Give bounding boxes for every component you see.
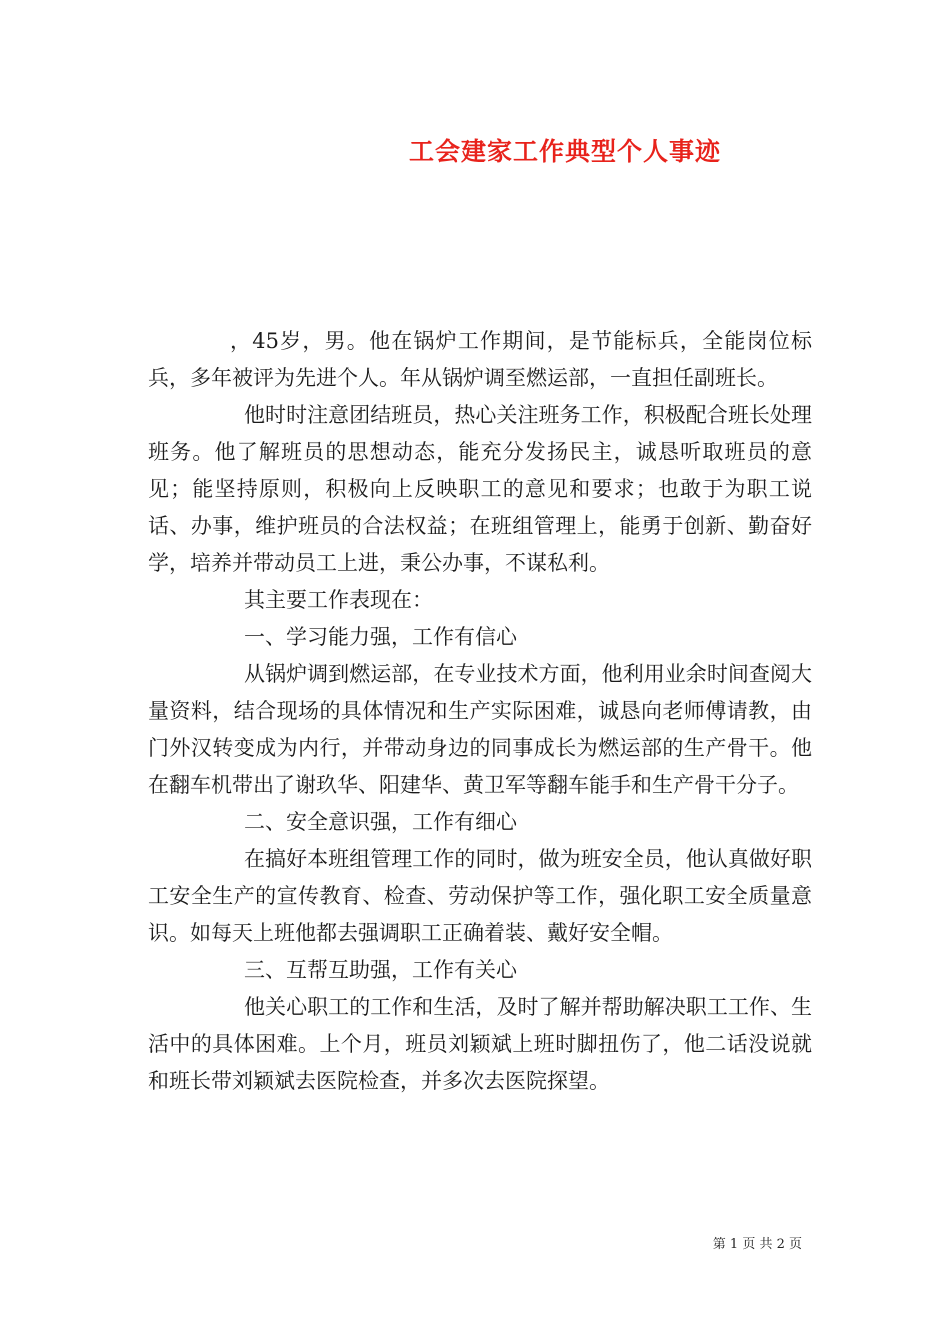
document-body: [148, 323, 812, 1100]
paragraph-main-performance: 其主要工作表现在：: [244, 588, 433, 612]
paragraph-intro: ，45岁，男。他在锅炉工作期间，是节能标兵，全能岗位标兵，多年被评为先进个人。年从锅炉调至燃运部，一直担任副班长。: [148, 329, 812, 390]
page-footer: 第 1 页 共 2 页: [712, 1237, 802, 1252]
section-heading-safety: 二、安全意识强，工作有细心: [244, 810, 517, 834]
paragraph-learning: 从锅炉调到燃运部，在专业技术方面，他利用业余时间查阅大量资料，结合现场的具体情况和生产实际困难，诚恳向老师傅请教，由门外汉转变成为内行，并带动身边的同事成长为燃运部的生产骨干。他在翻车机带出了谢玖华、阳建华、黄卫军等翻车能手和生产骨干分子。: [148, 662, 812, 797]
section-heading-mutual-help: 三、互帮互助强，工作有关心: [244, 958, 517, 982]
paragraph-safety: 在搞好本班组管理工作的同时，做为班安全员，他认真做好职工安全生产的宣传教育、检查、劳动保护等工作，强化职工安全质量意识。如每天上班他都去强调职工正确着装、戴好安全帽。: [148, 847, 812, 945]
section-heading-learning: 一、学习能力强，工作有信心: [244, 625, 517, 649]
document-title: 工会建家工作典型个人事迹: [408, 137, 721, 166]
paragraph-team-work: 他时时注意团结班员，热心关注班务工作，积极配合班长处理班务。他了解班员的思想动态，能充分发扬民主，诚恳听取班员的意见；能坚持原则，积极向上反映职工的意见和要求；也敢于为职工说话、办事，维护班员的合法权益；在班组管理上，能勇于创新、勤奋好学，培养并带动员工上进，秉公办事，不谋私利。: [148, 403, 812, 575]
paragraph-mutual-help: 他关心职工的工作和生活，及时了解并帮助解决职工工作、生活中的具体困难。上个月，班员刘颖斌上班时脚扭伤了，他二话没说就和班长带刘颖斌去医院检查，并多次去医院探望。: [148, 995, 812, 1093]
